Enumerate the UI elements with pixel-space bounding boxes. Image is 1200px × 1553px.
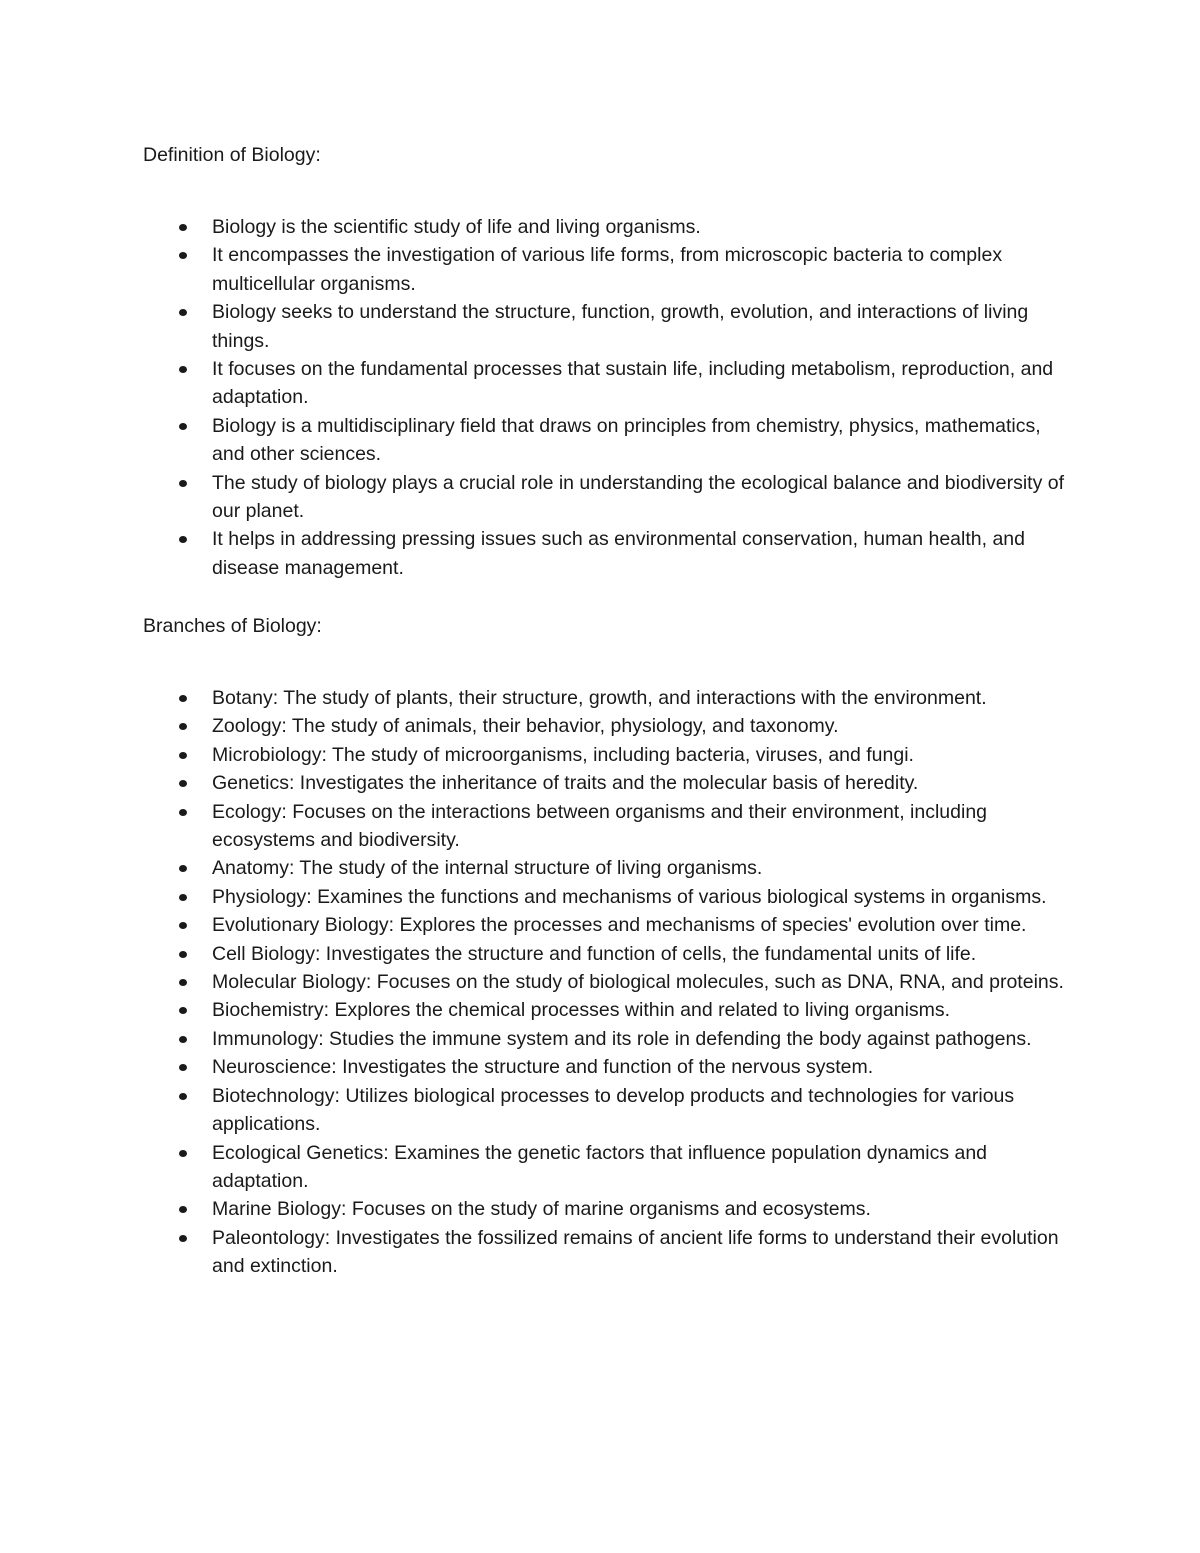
list-item — [143, 1195, 1073, 1223]
list-item-text: Biology seeks to understand the structure, function, growth, evolution, and interactions of living things. — [212, 301, 1029, 352]
bullet-icon — [179, 922, 187, 929]
list-item-text: Paleontology: Investigates the fossilized remains of ancient life forms to understand their evolution and extinction. — [212, 1226, 1059, 1278]
branches-list — [143, 684, 1073, 1281]
list-item-text: Ecological Genetics: Examines the genetic factors that influence population dynamics and adaptation. — [212, 1141, 988, 1192]
list-item — [143, 241, 1073, 298]
list-item-text: Anatomy: The study of the internal structure of living organisms. — [212, 857, 763, 880]
list-item-text: Physiology: Examines the functions and mechanisms of various biological systems in organisms. — [212, 885, 1047, 908]
bullet-icon — [179, 309, 187, 316]
list-item — [143, 940, 1073, 968]
list-item-text: It focuses on the fundamental processes that sustain life, including metabolism, reproduction, and adaptation. — [212, 358, 1054, 409]
bullet-icon — [179, 979, 187, 986]
list-item-text: Molecular Biology: Focuses on the study of biological molecules, such as DNA, RNA, and proteins. — [212, 971, 1064, 994]
bullet-icon — [179, 695, 187, 702]
bullet-icon — [179, 1093, 187, 1100]
list-item — [143, 684, 1073, 712]
list-item — [143, 1139, 1073, 1196]
list-item-text: It helps in addressing pressing issues such as environmental conservation, human health, and disease management. — [212, 528, 1025, 579]
bullet-icon — [179, 723, 187, 730]
list-item — [143, 298, 1073, 355]
bullet-icon — [179, 951, 187, 958]
list-item — [143, 854, 1073, 882]
list-item — [143, 355, 1073, 412]
bullet-icon — [179, 894, 187, 901]
list-item-text: Biotechnology: Utilizes biological processes to develop products and technologies for various applications. — [212, 1084, 1015, 1136]
bullet-icon — [179, 224, 187, 231]
bullet-icon — [179, 1036, 187, 1043]
bullet-icon — [179, 480, 187, 487]
list-item-text: It encompasses the investigation of various life forms, from microscopic bacteria to complex multicellular organisms. — [212, 244, 1003, 295]
list-item-text: Biology is the scientific study of life and living organisms. — [212, 216, 701, 238]
list-item — [143, 968, 1073, 996]
definition-heading: Definition of Biology: — [143, 144, 321, 166]
bullet-icon — [179, 423, 187, 430]
bullet-icon — [179, 366, 187, 373]
list-item — [143, 525, 1073, 582]
list-item — [143, 769, 1073, 797]
list-item-text: Biochemistry: Explores the chemical processes within and related to living organisms. — [212, 999, 951, 1022]
list-item-text: The study of biology plays a crucial role in understanding the ecological balance and biodiversity of our planet. — [212, 471, 1065, 523]
list-item-text: Ecology: Focuses on the interactions between organisms and their environment, including ecosystems and biodiversity. — [212, 800, 988, 852]
bullet-icon — [179, 865, 187, 872]
list-item-text: Evolutionary Biology: Explores the processes and mechanisms of species' evolution over time. — [212, 914, 1027, 937]
bullet-icon — [179, 1064, 187, 1071]
list-item — [143, 1025, 1073, 1053]
bullet-icon — [179, 1235, 187, 1242]
list-item — [143, 412, 1073, 469]
bullet-icon — [179, 780, 187, 787]
bullet-icon — [179, 752, 187, 759]
list-item — [143, 213, 1073, 241]
definition-list — [143, 213, 1073, 582]
list-item — [143, 741, 1073, 769]
list-item — [143, 798, 1073, 855]
list-item-text: Marine Biology: Focuses on the study of marine organisms and ecosystems. — [212, 1198, 871, 1221]
list-item-text: Zoology: The study of animals, their behavior, physiology, and taxonomy. — [212, 715, 839, 738]
list-item — [143, 1053, 1073, 1081]
bullet-icon — [179, 1206, 187, 1213]
bullet-icon — [179, 809, 187, 816]
list-item — [143, 996, 1073, 1024]
list-item-text: Microbiology: The study of microorganisms, including bacteria, viruses, and fungi. — [212, 743, 914, 766]
bullet-icon — [179, 536, 187, 543]
list-item-text: Genetics: Investigates the inheritance of traits and the molecular basis of heredity. — [212, 772, 919, 795]
bullet-icon — [179, 252, 187, 259]
bullet-icon — [179, 1150, 187, 1157]
list-item-text: Cell Biology: Investigates the structure and function of cells, the fundamental units of life. — [212, 942, 977, 965]
list-item — [143, 1082, 1073, 1139]
list-item — [143, 712, 1073, 740]
list-item-text: Immunology: Studies the immune system and its role in defending the body against pathogens. — [212, 1027, 1032, 1050]
list-item — [143, 911, 1073, 939]
list-item-text: Biology is a multidisciplinary field that draws on principles from chemistry, physics, mathematics, and other sciences. — [212, 414, 1041, 466]
list-item — [143, 883, 1073, 911]
branches-heading: Branches of Biology: — [143, 615, 322, 637]
list-item — [143, 1224, 1073, 1281]
list-item — [143, 469, 1073, 526]
bullet-icon — [179, 1007, 187, 1014]
list-item-text: Botany: The study of plants, their structure, growth, and interactions with the environment. — [212, 687, 987, 709]
list-item-text: Neuroscience: Investigates the structure and function of the nervous system. — [212, 1056, 874, 1079]
